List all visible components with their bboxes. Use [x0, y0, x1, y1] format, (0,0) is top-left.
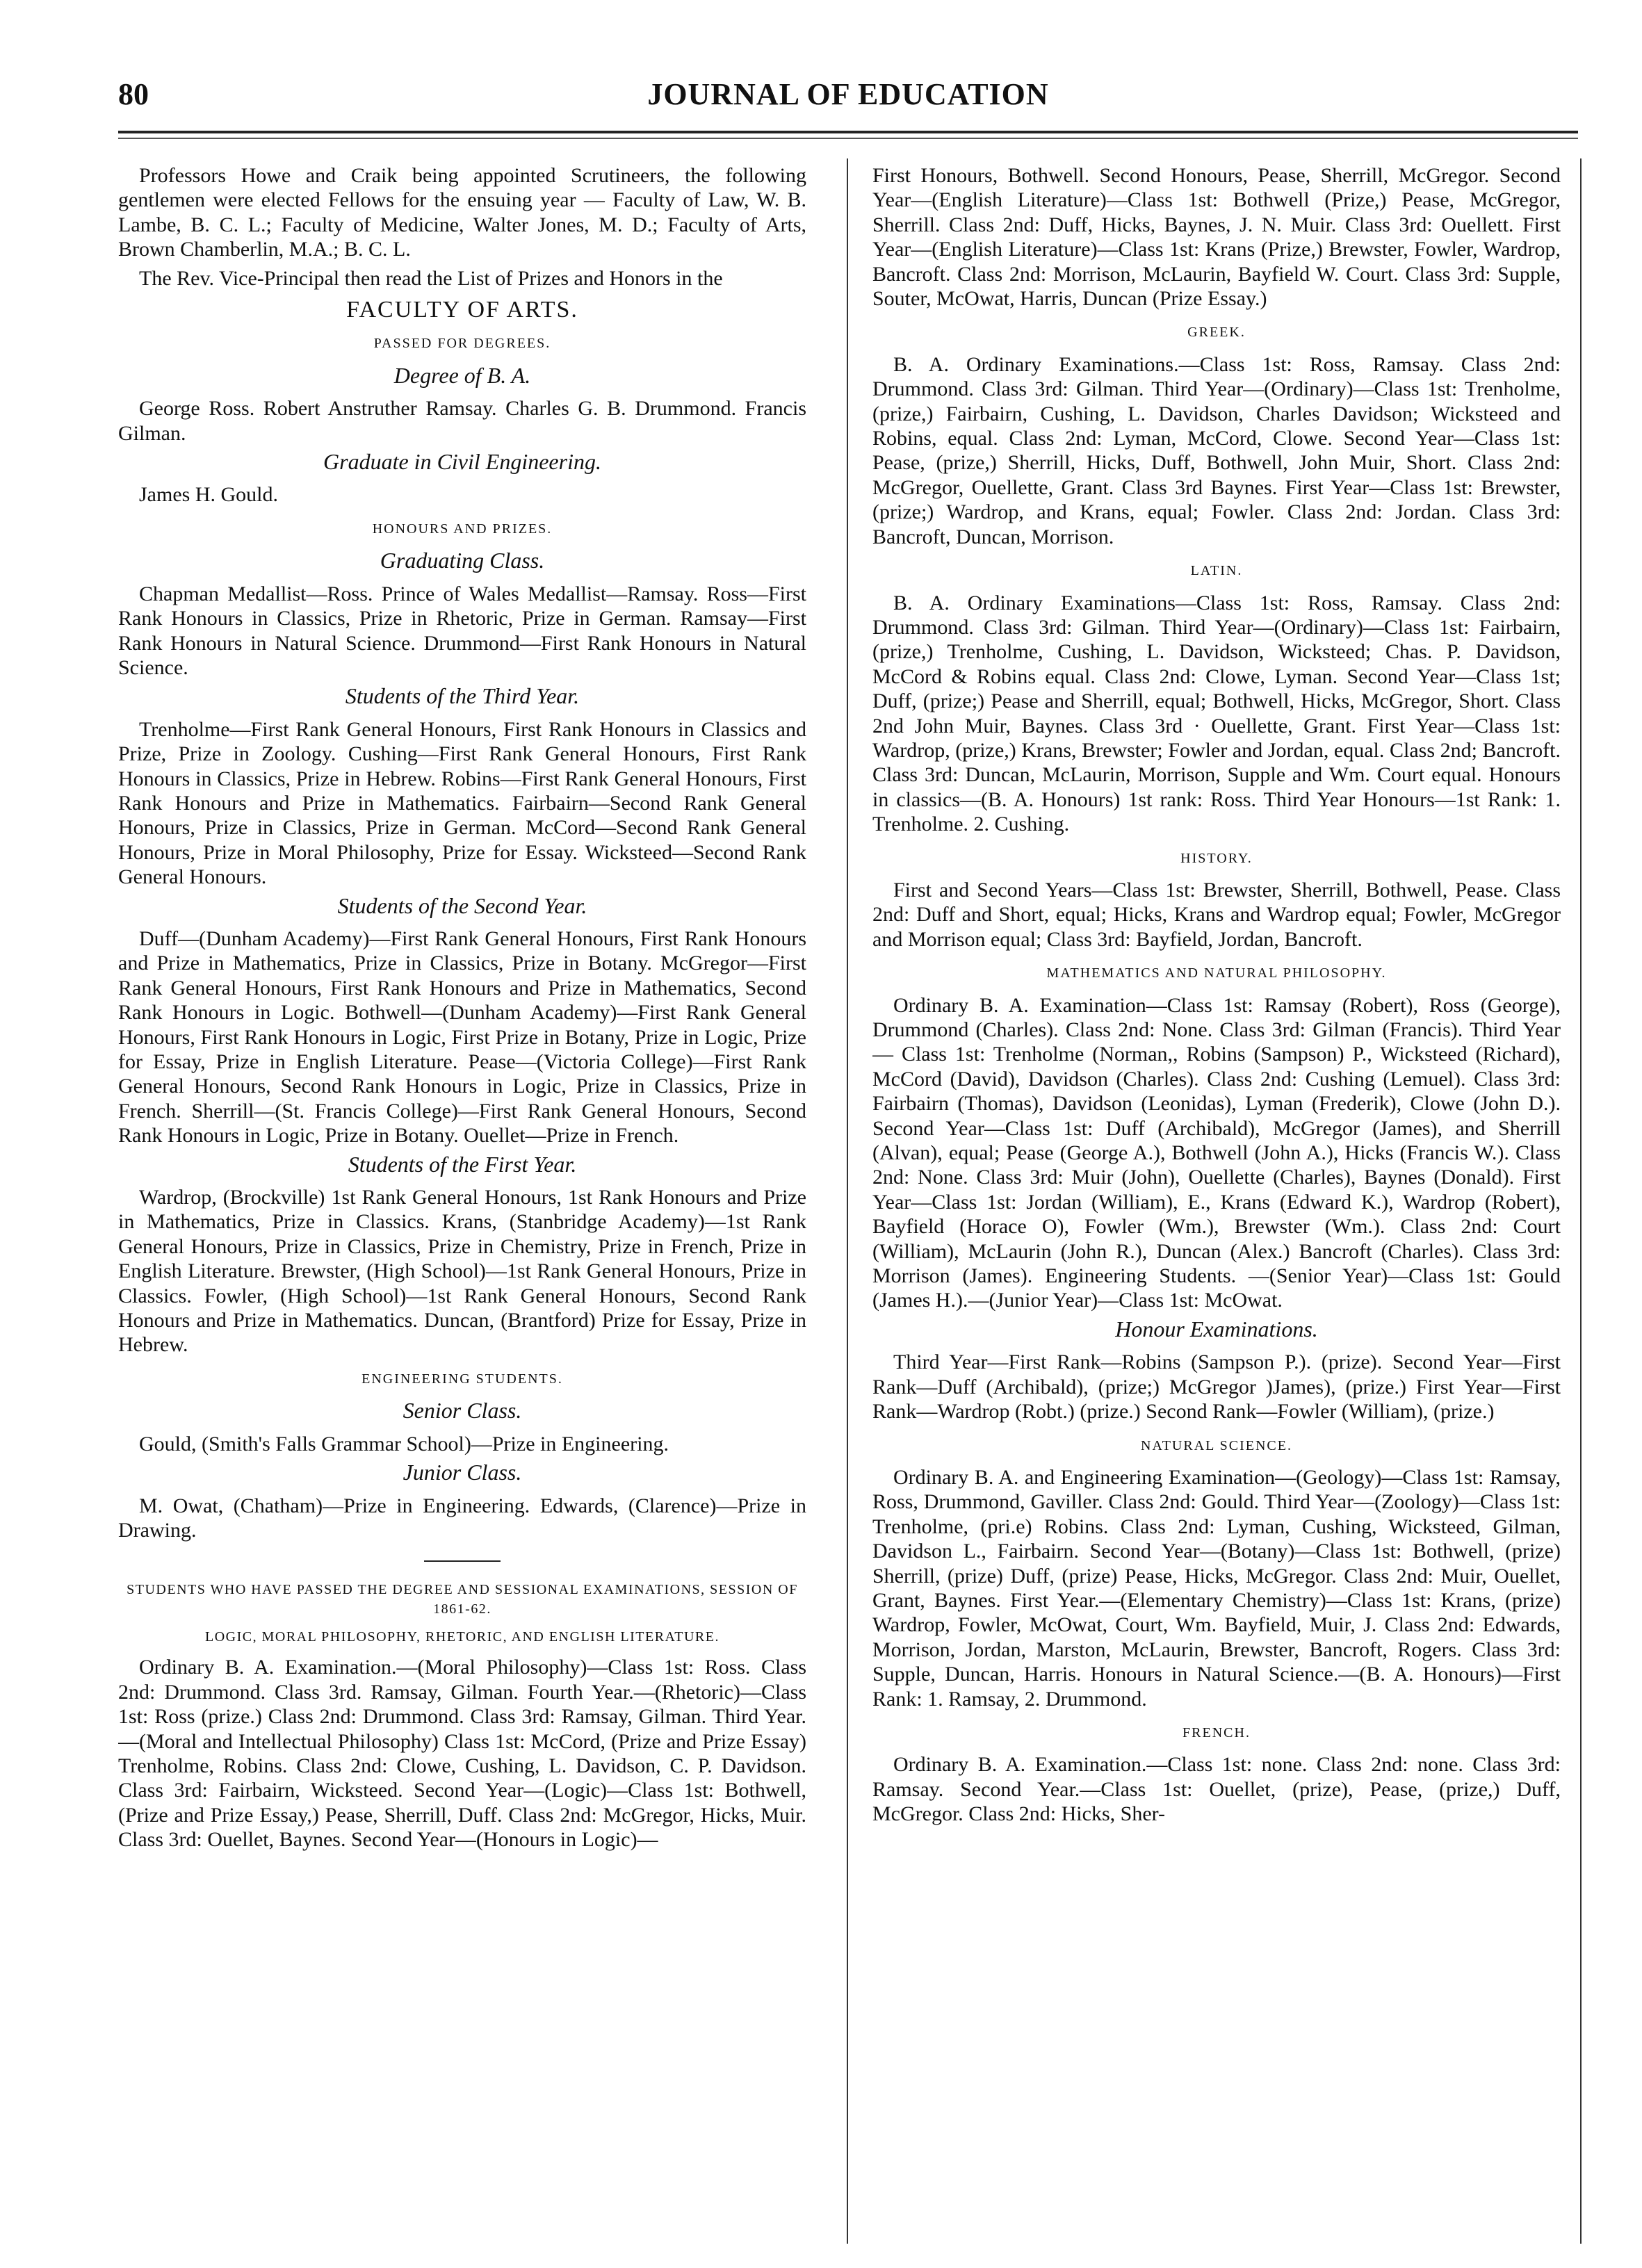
paragraph-fellows: Professors Howe and Craik being appointed Scrutineers, the following gentlemen were elected Fellows for the ensuing year — Faculty of Law, W. B. Lambe, B. C. L.; Faculty of Medicine, Walter Jones, M. D.; Faculty of Arts, Brown Chamberlin, M.A.; B. C. L.: [118, 164, 806, 261]
heading-civil-engineering: Graduate in Civil Engineering.: [323, 449, 601, 475]
header-rule-thin: [118, 138, 1578, 139]
paragraph-second-year: Duff—(Dunham Academy)—First Rank General Honours, First Rank Honours and Prize in Mathematics, Prize in Classics, Prize in Botany. McGregor—First Rank General Honours, First Rank Honours and Prize in Mathematics, Second Rank Honours in Logic. Bothwell—(Dunham Academy)—First Rank General Honours, First Rank Honours in Logic, First Prize in Botany, Prize in Logic, Prize for Essay, Prize in English Literature. Pease—(Victoria College)—First Rank General Honours, Second Rank Honours in Logic, Prize in Classics, Prize in French. Sherrill—(St. Francis College)—First Rank General Honours, Second Rank Honours in Logic, Prize in Botany. Ouellet—Prize in French.: [118, 927, 806, 1148]
paragraph-junior-class: M. Owat, (Chatham)—Prize in Engineering. Edwards, (Clarence)—Prize in Drawing.: [118, 1494, 806, 1542]
paragraph-french: Ordinary B. A. Examination.—Class 1st: none. Class 2nd: none. Class 3rd: Ramsay. Second Year.—Class 1st: Ouellet, (prize), Pease, (prize,) Duff, McGregor. Class 2nd: Hicks, Sher-: [872, 1753, 1561, 1826]
paragraph-civil-graduates: James H. Gould.: [139, 483, 278, 507]
paragraph-honour-examinations: Third Year—First Rank—Robins (Sampson P.). (prize). Second Year—First Rank—Duff (Archibald), (prize;) McGregor )James), (prize.) First Year—First Rank—Wardrop (Robt.) (prize.) Second Rank—Fowler (William), (prize.): [872, 1351, 1561, 1423]
right-column: [872, 163, 1561, 2242]
heading-honour-examinations: Honour Examinations.: [1115, 1316, 1318, 1341]
column-right-border: [1580, 158, 1582, 2244]
left-column: [118, 163, 806, 2242]
paragraph-greek: B. A. Ordinary Examinations.—Class 1st: Ross, Ramsay. Class 2nd: Drummond. Class 3rd: Gilman. Third Year—(Ordinary)—Class 1st: Trenholme, (prize,) Fairbairn, Cushing, L. Davidson, Charles Davidson; Wicksteed and Robins, equal. Class 2nd: Lyman, McCord, Clowe. Second Year—Class 1st: Pease, (prize,) Sherrill, Hicks, Duff, Bothwell, John Muir, Short. Class 2nd: McGregor, Ouellette, Grant. Class 3rd Baynes. First Year—Class 1st: Brewster, (prize;) Wardrop, and Krans, equal; Fowler. Class 2nd: Jordan. Class 3rd: Bancroft, Duncan, Morrison.: [872, 352, 1561, 548]
heading-second-year: Students of the Second Year.: [337, 892, 587, 918]
heading-degree-ba: Degree of B. A.: [393, 362, 531, 388]
heading-engineering-students: ENGINEERING STUDENTS.: [361, 1371, 563, 1387]
heading-senior-class: Senior Class.: [403, 1398, 522, 1423]
heading-french: FRENCH.: [1182, 1724, 1251, 1740]
paragraph-latin: B. A. Ordinary Examinations—Class 1st: Ross, Ramsay. Class 2nd: Drummond. Class 3rd: Gilman. Third Year—(Ordinary)—Class 1st: Fairbairn, (prize,) Trenholme, Cushing, L. Davidson, Wicksteed; Chas. P. Davidson, McCord & Robins equal. Class 2nd: Clowe, Lyman. Second Year—Class 1st; Duff, (prize;) Pease and Sherrill, equal; Bothwell, Hicks, McGregor, Short. Class 2nd John Muir, Baynes. Class 3rd · Ouellette, Grant. First Year—Class 1st: Wardrop, (prize,) Krans, Brewster; Fowler and Jordan, equal. Class 2nd; Bancroft. Class 3rd: Duncan, McLaurin, Morrison, Supple and Wm. Court equal. Honours in classics—(B. A. Honours) 1st rank: Ross. Third Year Honours—1st Rank: 1. Trenholme. 2. Cushing.: [872, 591, 1561, 836]
page-header: [118, 76, 1578, 125]
paragraph-vice-principal: The Rev. Vice-Principal then read the List of Prizes and Honors in the: [139, 266, 723, 290]
heading-natural-science: NATURAL SCIENCE.: [1141, 1437, 1292, 1453]
heading-logic-moral-philosophy: LOGIC, MORAL PHILOSOPHY, RHETORIC, AND ENGLISH LITERATURE.: [205, 1629, 720, 1645]
section-divider: [424, 1560, 501, 1562]
heading-graduating-class: Graduating Class.: [380, 548, 545, 573]
heading-students-passed: STUDENTS WHO HAVE PASSED THE DEGREE AND SESSIONAL EXAMINATIONS, SESSION OF 1861-62.: [127, 1582, 798, 1617]
heading-first-year: Students of the First Year.: [348, 1151, 577, 1177]
paragraph-natural-science: Ordinary B. A. and Engineering Examination—(Geology)—Class 1st: Ramsay, Ross, Drummond, Gaviller. Class 2nd: Gould. Third Year—(Zoology)—Class 1st: Trenholme, (pri.e) Robins. Class 2nd: Lyman, Cushing, Wicksteed, Gilman, Davidson L., Fairbairn. Second Year—(Botany)—Class 1st: Bothwell, (prize) Sherrill, (prize) Duff, (prize) Pease, Hicks, McGregor. Class 2nd: Muir, Ouellet, Grant, Baynes. First Year.—(Elementary Chemistry)—Class 1st: Krans, (prize) Wardrop, Fowler, McOwat, Court, Wm. Bayfield, Muir, J. Class 2nd: Edwards, Morrison, Jordan, Marston, McLaurin, Brewster, Bancroft, Rogers. Class 3rd: Supple, Duncan, Harris. Honours in Natural Science.—(B. A. Honours)—First Rank: 1. Ramsay, 2. Drummond.: [872, 1465, 1561, 1711]
header-rule-thick: [118, 131, 1578, 133]
heading-greek: GREEK.: [1187, 325, 1246, 341]
paragraph-mathematics: Ordinary B. A. Examination—Class 1st: Ramsay (Robert), Ross (George), Drummond (Charles). Class 2nd: None. Class 3rd: Gilman (Francis). Third Year— Class 1st: Trenholme (Norman,, Robins (Sampson) P., Wicksteed (Richard), McCord (David), Davidson (Charles). Class 2nd: Cushing (Lemuel). Class 3rd: Fairbairn (Thomas), Davidson (Leonidas), Lyman (Frederik), Clowe (John D.). Second Year—Class 1st: Duff (Archibald), McGregor (James), and Sherrill (Alvan), equal; Pease (George A.), Bothwell (John A.), Hicks (Francis W.). Class 2nd: None. Class 3rd: Muir (John), Ouellette (Charles), Baynes (Donald). First Year—Class 1st: Jordan (William), E., Krans (Edward K.), Wardrop (Robert), Bayfield (Horace O), Fowler (Wm.), Brewster (Wm.). Class 2nd: Court (William), McLaurin (John R.), Duncan (Alex.) Bancroft (Charles). Class 3rd: Morrison (James). Engineering Students. —(Senior Year)—Class 1st: Gould (James H.).—(Junior Year)—Class 1st: McOwat.: [872, 993, 1561, 1312]
paragraph-ba-graduates: George Ross. Robert Anstruther Ramsay. Charles G. B. Drummond. Francis Gilman.: [118, 397, 806, 445]
heading-latin: LATIN.: [1190, 563, 1243, 579]
column-divider: [847, 158, 848, 2244]
heading-history: HISTORY.: [1180, 850, 1253, 866]
paragraph-graduating-class: Chapman Medallist—Ross. Prince of Wales Medallist—Ramsay. Ross—First Rank Honours in Classics, Prize in Rhetoric, Prize in German. Ramsay—First Rank Honours in Natural Science. Drummond—First Rank Honours in Natural Science.: [118, 582, 806, 679]
paragraph-third-year: Trenholme—First Rank General Honours, First Rank Honours in Classics and Prize, Prize in Zoology. Cushing—First Rank General Honours, First Rank Honours in Classics, Prize in Hebrew. Robins—First Rank General Honours, First Rank Honours and Prize in Mathematics. Fairbairn—Second Rank General Honours, Prize in Classics, Prize in German. McCord—Second Rank General Honours, Prize in Moral Philosophy, Prize for Essay. Wicksteed—Second Rank General Honours.: [118, 717, 806, 889]
heading-faculty-of-arts: FACULTY OF ARTS.: [346, 297, 578, 323]
page-number: 80: [118, 77, 149, 111]
paragraph-senior-class: Gould, (Smith's Falls Grammar School)—Prize in Engineering.: [139, 1432, 669, 1455]
heading-passed-for-degrees: PASSED FOR DEGREES.: [373, 336, 551, 352]
heading-third-year: Students of the Third Year.: [345, 683, 580, 709]
paragraph-history: First and Second Years—Class 1st: Brewster, Sherrill, Bothwell, Pease. Class 2nd: Duff and Short, equal; Hicks, Krans and Wardrop equal; Fowler, McGregor and Morrison equal; Class 3rd: Bayfield, Jordan, Bancroft.: [872, 878, 1561, 951]
paragraph-logic-continued: First Honours, Bothwell. Second Honours, Pease, Sherrill, McGregor. Second Year—(English Literature)—Class 1st: Bothwell (Prize,) Pease, McGregor, Sherrill. Class 2nd: Duff, Hicks, Baynes, J. N. Muir. Class 3rd: Ouellett. First Year—(English Literature)—Class 1st: Krans (Prize,) Brewster, Fowler, Wardrop, Bancroft. Class 2nd: Morrison, McLaurin, Bayfield W. Court. Class 3rd: Supple, Souter, McOwat, Harris, Duncan (Prize Essay.): [872, 164, 1561, 311]
paragraph-first-year: Wardrop, (Brockville) 1st Rank General Honours, 1st Rank Honours and Prize in Mathematics, Prize in Classics. Krans, (Stanbridge Academy)—1st Rank General Honours, Prize in Classics, Prize in Chemistry, Prize in French, Prize in English Literature. Brewster, (High School)—1st Rank General Honours, Prize in Classics. Fowler, (High School)—1st Rank General Honours, Second Rank Honours and Prize in Mathematics. Duncan, (Brantford) Prize for Essay, Prize in Hebrew.: [118, 1186, 806, 1357]
heading-mathematics: MATHEMATICS AND NATURAL PHILOSOPHY.: [1046, 965, 1387, 981]
running-title: JOURNAL OF EDUCATION: [647, 77, 1049, 111]
heading-junior-class: Junior Class.: [403, 1460, 522, 1485]
heading-honours-and-prizes: HONOURS AND PRIZES.: [372, 521, 553, 537]
paragraph-logic: Ordinary B. A. Examination.—(Moral Philosophy)—Class 1st: Ross. Class 2nd: Drummond. Class 3rd. Ramsay, Gilman. Fourth Year.—(Rhetoric)—Class 1st: Ross (prize.) Class 2nd: Drummond. Class 3rd: Ramsay, Gilman. Third Year.—(Moral and Intellectual Philosophy) Class 1st: McCord, (Prize and Prize Essay) Trenholme, Robins. Class 2nd: Clowe, Cushing, L. Davidson, C. P. Davidson. Class 3rd: Fairbairn, Wicksteed. Second Year—(Logic)—Class 1st: Bothwell, (Prize and Prize Essay,) Pease, Sherrill, Duff. Class 2nd: McGregor, Hicks, Muir. Class 3rd: Ouellet, Baynes. Second Year—(Honours in Logic)—: [118, 1656, 806, 1852]
